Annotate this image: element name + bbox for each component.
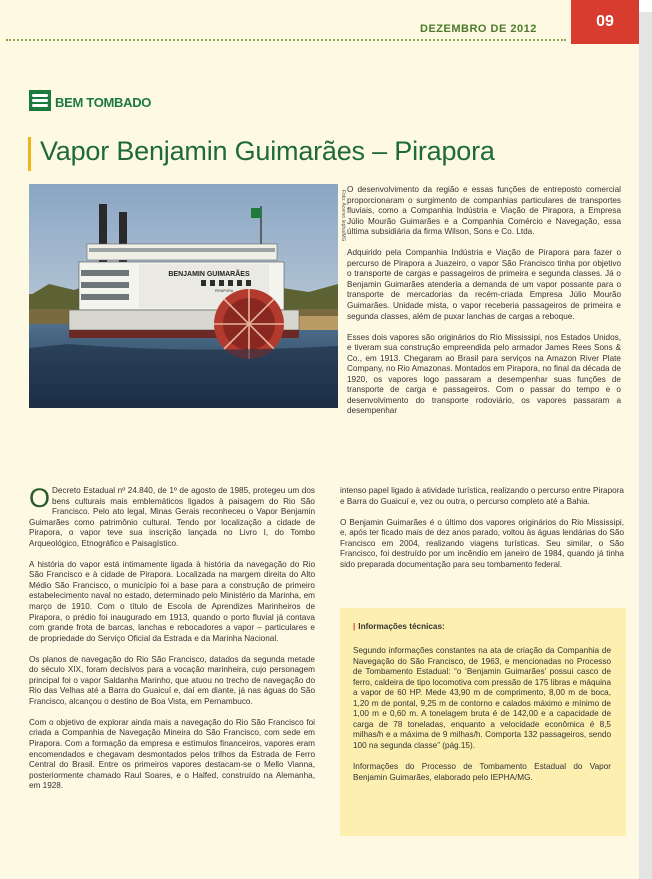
page-title: Vapor Benjamin Guimarães – Pirapora [40,136,495,166]
left-paragraph-1-text: Decreto Estadual nº 24.840, de 1º de agosto de 1985, protegeu um dos bens culturais mais emblemáticos ligados à paisagem do Rio São Francisco. Pelo ato legal, Minas Gerais reconheceu o Vapor Benjamin Guimarães como patrimônio cultural. Tendo por localização a cidade de Pirapora, o vapor teve sua inscrição lançada no Livro I, do Tombo Arqueológico, Etnográfico e Paisagístico. [29,486,315,548]
left-paragraph-4: Com o objetivo de explorar ainda mais a navegação do Rio São Francisco foi criada a Companhia de Navegação Mineira do São Francisco, com sede em Pirapora. Com a formação da empresa e estímulos financeiros, vapores eram encomendados e chegavam desmontados pelos trilhos da Estrada de Ferro Central do Brasil. Entre os primeiros vapores destacam-se o Mello Vianna, posteriormente chamado Raul Soares, e o Halfed, construído na Alemanha, em 1928. [29,717,315,791]
section-label: BEM TOMBADO [55,95,152,110]
river-logo-icon [29,90,51,111]
steamboat-photo [29,184,338,408]
right-column-lower [340,486,624,581]
drop-cap: O [29,483,51,513]
page-shadow [639,12,652,879]
right-paragraph-1: O desenvolvimento da região e essas funções de entreposto comercial proporcionaram o surgimento de companhias particulares de transportes fluviais, como a Companhia Indústria e Viação de Pirapora, a Empresa Júlio Mourão Guimarães e a Companhia Comércio e Navegação, essa última subsidiária da firma Wilson, Sons e Co. Ltda. [347,185,621,237]
ship-sub-sign: PIRAPORA [214,289,234,293]
info-paragraph-1: Segundo informações constantes na ata de criação da Companhia de Navegação do São Francisco, de 1963, e mencionadas no Processo de Tombamento Estadual: “o ‘Benjamin Guimarães’ possui casco de ferro, caldeira de tipo locomotiva com pressão de 175 libras e máquina a vapor de 60 HP. Mede 43,90 m de comprimento, 8,00 m de boca, 1,20 m de pontal, 9,25 m de contorno e calados máximo e mínimo de 1,00 m e 0,60 m. A tonelagem bruta é de 142,00 e a capacidade de carga de 78 toneladas, enquanto a velocidade econômica é 8,5 milhas/h e a máxima de 9 milhas/h. Comporta 132 passageiros, sendo 100 na segunda classe” (pág.15). [353,646,611,750]
right-paragraph-2: Adquirido pela Companhia Indústria e Viação de Pirapora para fazer o percurso de Pirapora a Juazeiro, o vapor São Francisco tinha por objetivo o transporte de cargas e passageiros de primeira e segunda classes. Já o Benjamin Guimarães atenderia a demanda de um vapor possante para o transporte de mercadorias da recém-criada Empresa Júlio Mourão Guimarães. Unidade mista, o vapor receberia passageiros de primeira e segunda classes, além de puxar lanchas de cargas a reboque. [347,248,621,321]
right-paragraph-3: Esses dois vapores são originários do Rio Mississipi, nos Estados Unidos, e tiveram sua construção empreendida pelo armador James Rees Sons & Co., em 1913. Chegaram ao Brasil para serviços na Amazon River Plate Company, no Rio Amazonas. Montados em Pirapora, no final da década de 1920, os vapores logo passaram a desempenhar suas funções de transporte de carga e passageiros. Com o passar do tempo e o desenvolvimento do transporte rodoviário, os vapores passaram a desempenhar [347,332,621,416]
right-paragraph-4: intenso papel ligado à atividade turística, realizando o percurso entre Pirapora e Barra do Guaicuí e, vez ou outra, o percurso completo até a Bahia. [340,486,624,506]
info-box-title-text: Informações técnicas: [358,622,445,631]
left-paragraph-1 [29,483,315,549]
ship-name-sign: BENJAMIN GUIMARÃES [168,271,250,278]
info-box-title: | Informações técnicas: [353,622,445,631]
right-paragraph-5: O Benjamin Guimarães é o último dos vapores originários do Rio Mississipi, e, após ter ficado mais de dez anos parado, voltou às águas lendárias do São Francisco em 2004, realizando viagens turísticas. Seu similar, o São Francisco, foi destruído por um incêndio em janeiro de 1984, quando já tinha sido preparada documentação para seu tombamento federal. [340,517,624,569]
header-dotted-rule [6,39,566,41]
title-accent-bar [28,137,31,171]
photo-credit: Foto: Acervo Iepha/MG [340,190,346,242]
info-paragraph-2: Informações do Processo de Tombamento Estadual do Vapor Benjamin Guimarães, elaborado pelo IEPHA/MG. [353,761,611,782]
right-column-upper [347,185,621,427]
technical-info-box [340,608,626,836]
left-paragraph-3: Os planos de navegação do Rio São Francisco, datados da segunda metade do século XIX, foram decisivos para a vocação marinheira, cujo personagem principal foi o vapor Saldanha Marinho, que atuou no trecho de navegação do Rio das Velhas até a Barra do Guaicuí e, daí em diante, já nas águas do São Francisco, alcançou o destino de Boa Vista, em Pernambuco. [29,654,315,706]
left-column [29,483,315,802]
info-box-body [353,646,611,794]
header-date: DEZEMBRO DE 2012 [420,23,537,35]
left-paragraph-2: A história do vapor está intimamente ligada à história da navegação do Rio São Francisco e à cidade de Pirapora. Localizada na margem direita do Alto Médio São Francisco, o município foi a base para a construção de primeiro estabelecimento naval no estado, determinado pelo Ministério da Marinha, em março de 1910. Com o título de Escola de Aprendizes Marinheiros de Pirapora, o prédio foi inaugurado em 1913, quando o porto fluvial já contava com grande frota de barcas, lanchas e rebocadores a vapor – particulares e de propriedade do Serviço Oficial da Estrada e da Marinha Nacional. [29,559,315,643]
page-number: 09 [571,0,639,44]
